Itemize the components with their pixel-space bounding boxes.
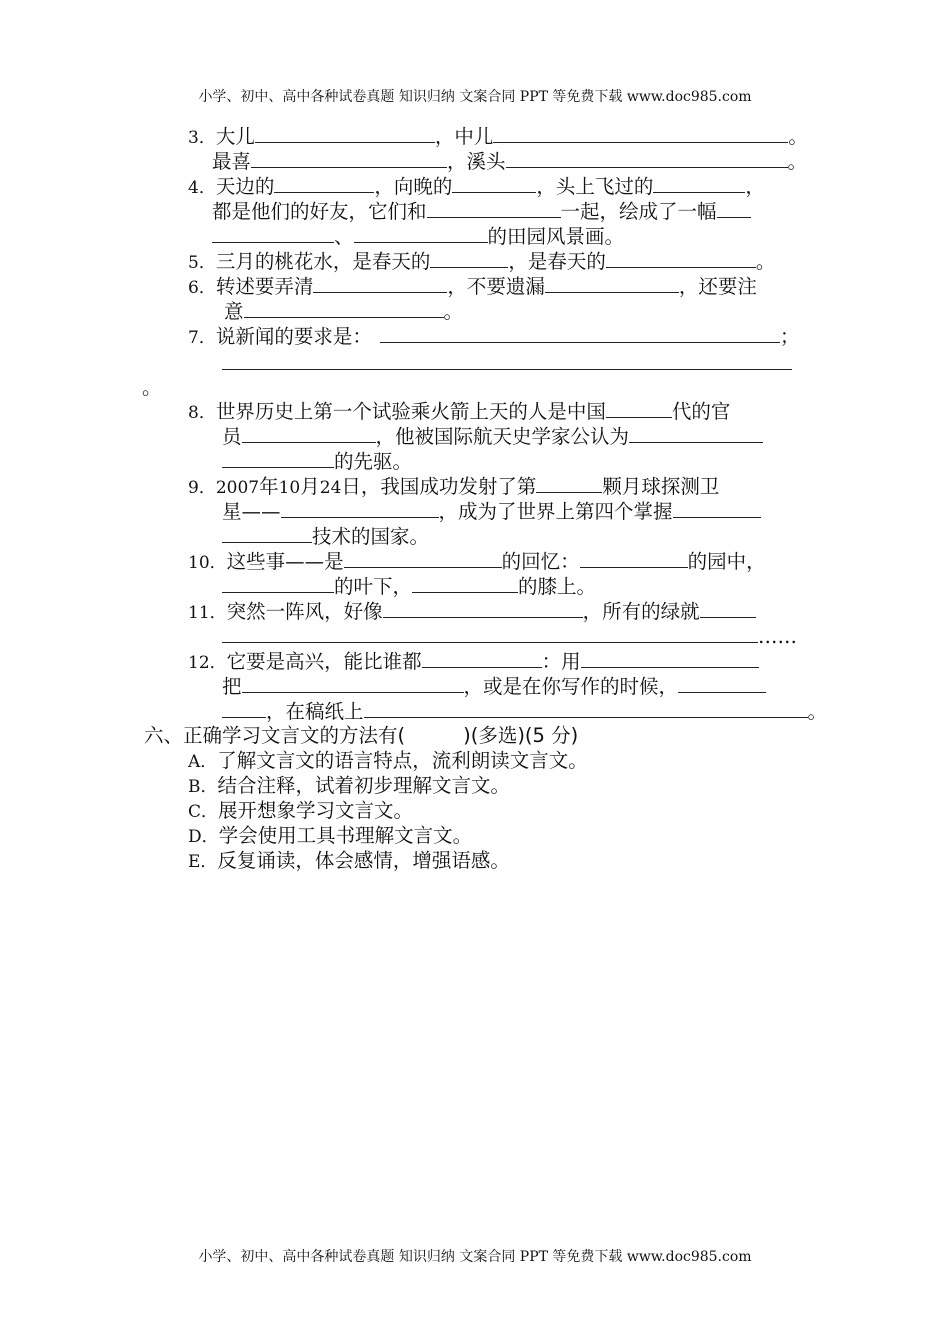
day: 24: [319, 478, 342, 498]
blank[interactable]: [717, 199, 751, 218]
text: ，成为了世界上第四个掌握: [438, 500, 673, 523]
blank[interactable]: [222, 352, 792, 370]
text: 世界历史上第一个试验乘火箭上天的人是中国: [215, 400, 606, 423]
blank[interactable]: [380, 324, 780, 343]
option-e[interactable]: [188, 849, 510, 873]
text: 天边的: [215, 175, 275, 198]
text: 六、正确学习文言文的方法有(: [144, 724, 406, 747]
blank[interactable]: [222, 624, 758, 643]
question-11-line-1: [188, 599, 756, 623]
text: 技术的国家。: [312, 525, 430, 548]
question-12-line-2: [222, 674, 766, 698]
year: 2007: [215, 478, 260, 498]
text: 这些事——是: [226, 550, 344, 573]
text: 的先驱。: [334, 450, 413, 473]
blank[interactable]: [422, 649, 542, 668]
text: 。: [443, 300, 464, 323]
option-text: 结合注释，试着初步理解文言文。: [217, 774, 511, 797]
text: ，中儿: [434, 125, 494, 148]
blank[interactable]: [255, 124, 435, 143]
question-7-line-1: [188, 324, 799, 348]
blank[interactable]: [673, 499, 761, 518]
blank[interactable]: [242, 674, 464, 693]
text: 都是他们的好友，它们和: [212, 200, 427, 223]
blank[interactable]: [629, 424, 763, 443]
blank[interactable]: [244, 299, 444, 318]
question-number: 6．: [188, 278, 216, 298]
text: 的回忆：: [501, 550, 580, 573]
option-text: 展开想象学习文言文。: [218, 799, 414, 822]
text: ，头上飞过的: [536, 175, 654, 198]
question-number: 8．: [188, 403, 216, 423]
text: ，所有的绿就: [582, 600, 700, 623]
page-header: 小学、初中、高中各种试卷真题 知识归纳 文案合同 PPT 等免费下载 www.doc985.com: [198, 89, 752, 105]
question-5: [188, 249, 775, 273]
option-b[interactable]: [188, 774, 510, 798]
blank[interactable]: [281, 499, 439, 518]
text: 的园中，: [687, 550, 766, 573]
text: ，在稿纸上: [266, 700, 364, 723]
question-4-line-3: [212, 224, 624, 248]
text: ，溪头: [447, 150, 506, 173]
text: ，他被国际航天史学家公认为: [375, 425, 630, 448]
blank[interactable]: [493, 124, 788, 143]
text: 说新闻的要求是：: [215, 325, 372, 348]
month: 10: [278, 478, 301, 498]
blank[interactable]: [700, 599, 756, 618]
text: 三月的桃花水，是春天的: [215, 250, 431, 273]
question-4-line-1: [188, 174, 765, 198]
text: 最喜: [212, 150, 252, 173]
blank[interactable]: [242, 424, 376, 443]
blank[interactable]: [606, 249, 756, 268]
question-9-line-3: [222, 524, 429, 548]
section-6-title: [144, 724, 578, 748]
blank[interactable]: [222, 699, 266, 718]
blank[interactable]: [222, 524, 312, 543]
option-key: C．: [188, 802, 219, 822]
text: 突然一阵风，好像: [226, 600, 383, 623]
question-number: 11．: [188, 603, 227, 623]
question-8-line-2: [222, 424, 763, 448]
text: 。: [787, 150, 808, 173]
question-number: 4．: [188, 178, 216, 198]
blank[interactable]: [354, 224, 488, 243]
blank[interactable]: [344, 549, 502, 568]
question-number: 5．: [188, 253, 216, 273]
blank[interactable]: [222, 574, 334, 593]
blank[interactable]: [222, 449, 334, 468]
question-number: 10．: [188, 553, 227, 573]
text: 它要是高兴，能比谁都: [226, 650, 422, 673]
page-footer: 小学、初中、高中各种试卷真题 知识归纳 文案合同 PPT 等免费下载 www.doc985.com: [198, 1249, 752, 1265]
text: 代的官: [671, 400, 731, 423]
text: 大儿: [215, 125, 255, 148]
option-key: B．: [188, 777, 218, 797]
text: 颗月球探测卫: [602, 475, 720, 498]
text: 的叶下，: [334, 575, 413, 598]
blank[interactable]: [606, 399, 672, 418]
blank[interactable]: [274, 174, 374, 193]
blank[interactable]: [427, 199, 561, 218]
option-d[interactable]: [188, 824, 472, 848]
question-6-line-2: [224, 299, 463, 323]
question-12-line-3: [222, 699, 827, 723]
blank[interactable]: [653, 174, 745, 193]
question-9-line-1: [188, 474, 719, 498]
blank[interactable]: [364, 699, 808, 718]
blank[interactable]: [212, 224, 334, 243]
text: 月: [300, 475, 320, 498]
text: ，还要注: [678, 275, 757, 298]
ellipsis: ……: [758, 625, 797, 648]
option-text: 反复诵读，体会感情，增强语感。: [217, 849, 510, 872]
question-8-line-3: [222, 449, 412, 473]
question-number: 9．: [188, 478, 216, 498]
text: 。: [788, 125, 808, 148]
question-3-line-1: [188, 124, 808, 148]
text: 。: [142, 376, 162, 399]
blank[interactable]: [430, 249, 508, 268]
question-number: 3．: [188, 128, 216, 148]
text: 把: [222, 675, 242, 698]
text: 转述要弄清: [215, 275, 314, 298]
text: 。: [755, 250, 776, 273]
blank[interactable]: [580, 549, 688, 568]
text: 员: [222, 425, 242, 448]
text: ，: [745, 175, 765, 198]
text: 、: [334, 225, 354, 248]
blank[interactable]: [251, 149, 447, 168]
question-11-line-2: [222, 624, 797, 648]
option-key: E．: [188, 852, 218, 872]
text: 星——: [222, 500, 281, 523]
question-3-line-2: [212, 149, 807, 173]
option-key: A．: [188, 752, 218, 772]
text: 的田园风景画。: [487, 225, 625, 248]
question-number: 12．: [188, 653, 227, 673]
question-4-line-2: [212, 199, 751, 223]
question-number: 7．: [188, 328, 216, 348]
blank[interactable]: [412, 574, 518, 593]
option-key: D．: [188, 827, 219, 847]
text: 年: [259, 475, 279, 498]
question-9-line-2: [222, 499, 761, 523]
blank[interactable]: [506, 149, 788, 168]
blank[interactable]: [452, 174, 536, 193]
question-10-line-1: [188, 549, 766, 573]
option-text: 学会使用工具书理解文言文。: [218, 824, 473, 847]
blank[interactable]: [536, 474, 602, 493]
text: 的膝上。: [518, 575, 597, 598]
question-6-line-1: [188, 274, 757, 298]
blank[interactable]: [581, 649, 759, 668]
option-c[interactable]: [188, 799, 413, 823]
text: ，向晚的: [374, 175, 453, 198]
text: ，不要遗漏: [447, 275, 545, 298]
question-7-line-2: [222, 352, 792, 376]
blank[interactable]: [678, 674, 766, 693]
question-8-line-1: [188, 399, 730, 423]
option-text: 了解文言文的语言特点，流利朗读文言文。: [217, 749, 588, 772]
blank[interactable]: [313, 274, 447, 293]
text: 意: [224, 300, 244, 323]
text: )(多选)(5 分): [463, 724, 579, 747]
question-7-line-3: [142, 376, 162, 400]
text: 日，我国成功发射了第: [341, 475, 537, 498]
question-10-line-2: [222, 574, 596, 598]
text: ，或是在你写作的时候，: [463, 675, 679, 698]
text: ；: [779, 325, 800, 348]
blank[interactable]: [383, 599, 583, 618]
question-12-line-1: [188, 649, 759, 673]
text: 一起，绘成了一幅: [560, 200, 717, 223]
text: ：用: [541, 650, 581, 673]
option-a[interactable]: [188, 749, 588, 773]
text: 。: [807, 700, 828, 723]
blank[interactable]: [545, 274, 679, 293]
text: ，是春天的: [508, 250, 606, 273]
